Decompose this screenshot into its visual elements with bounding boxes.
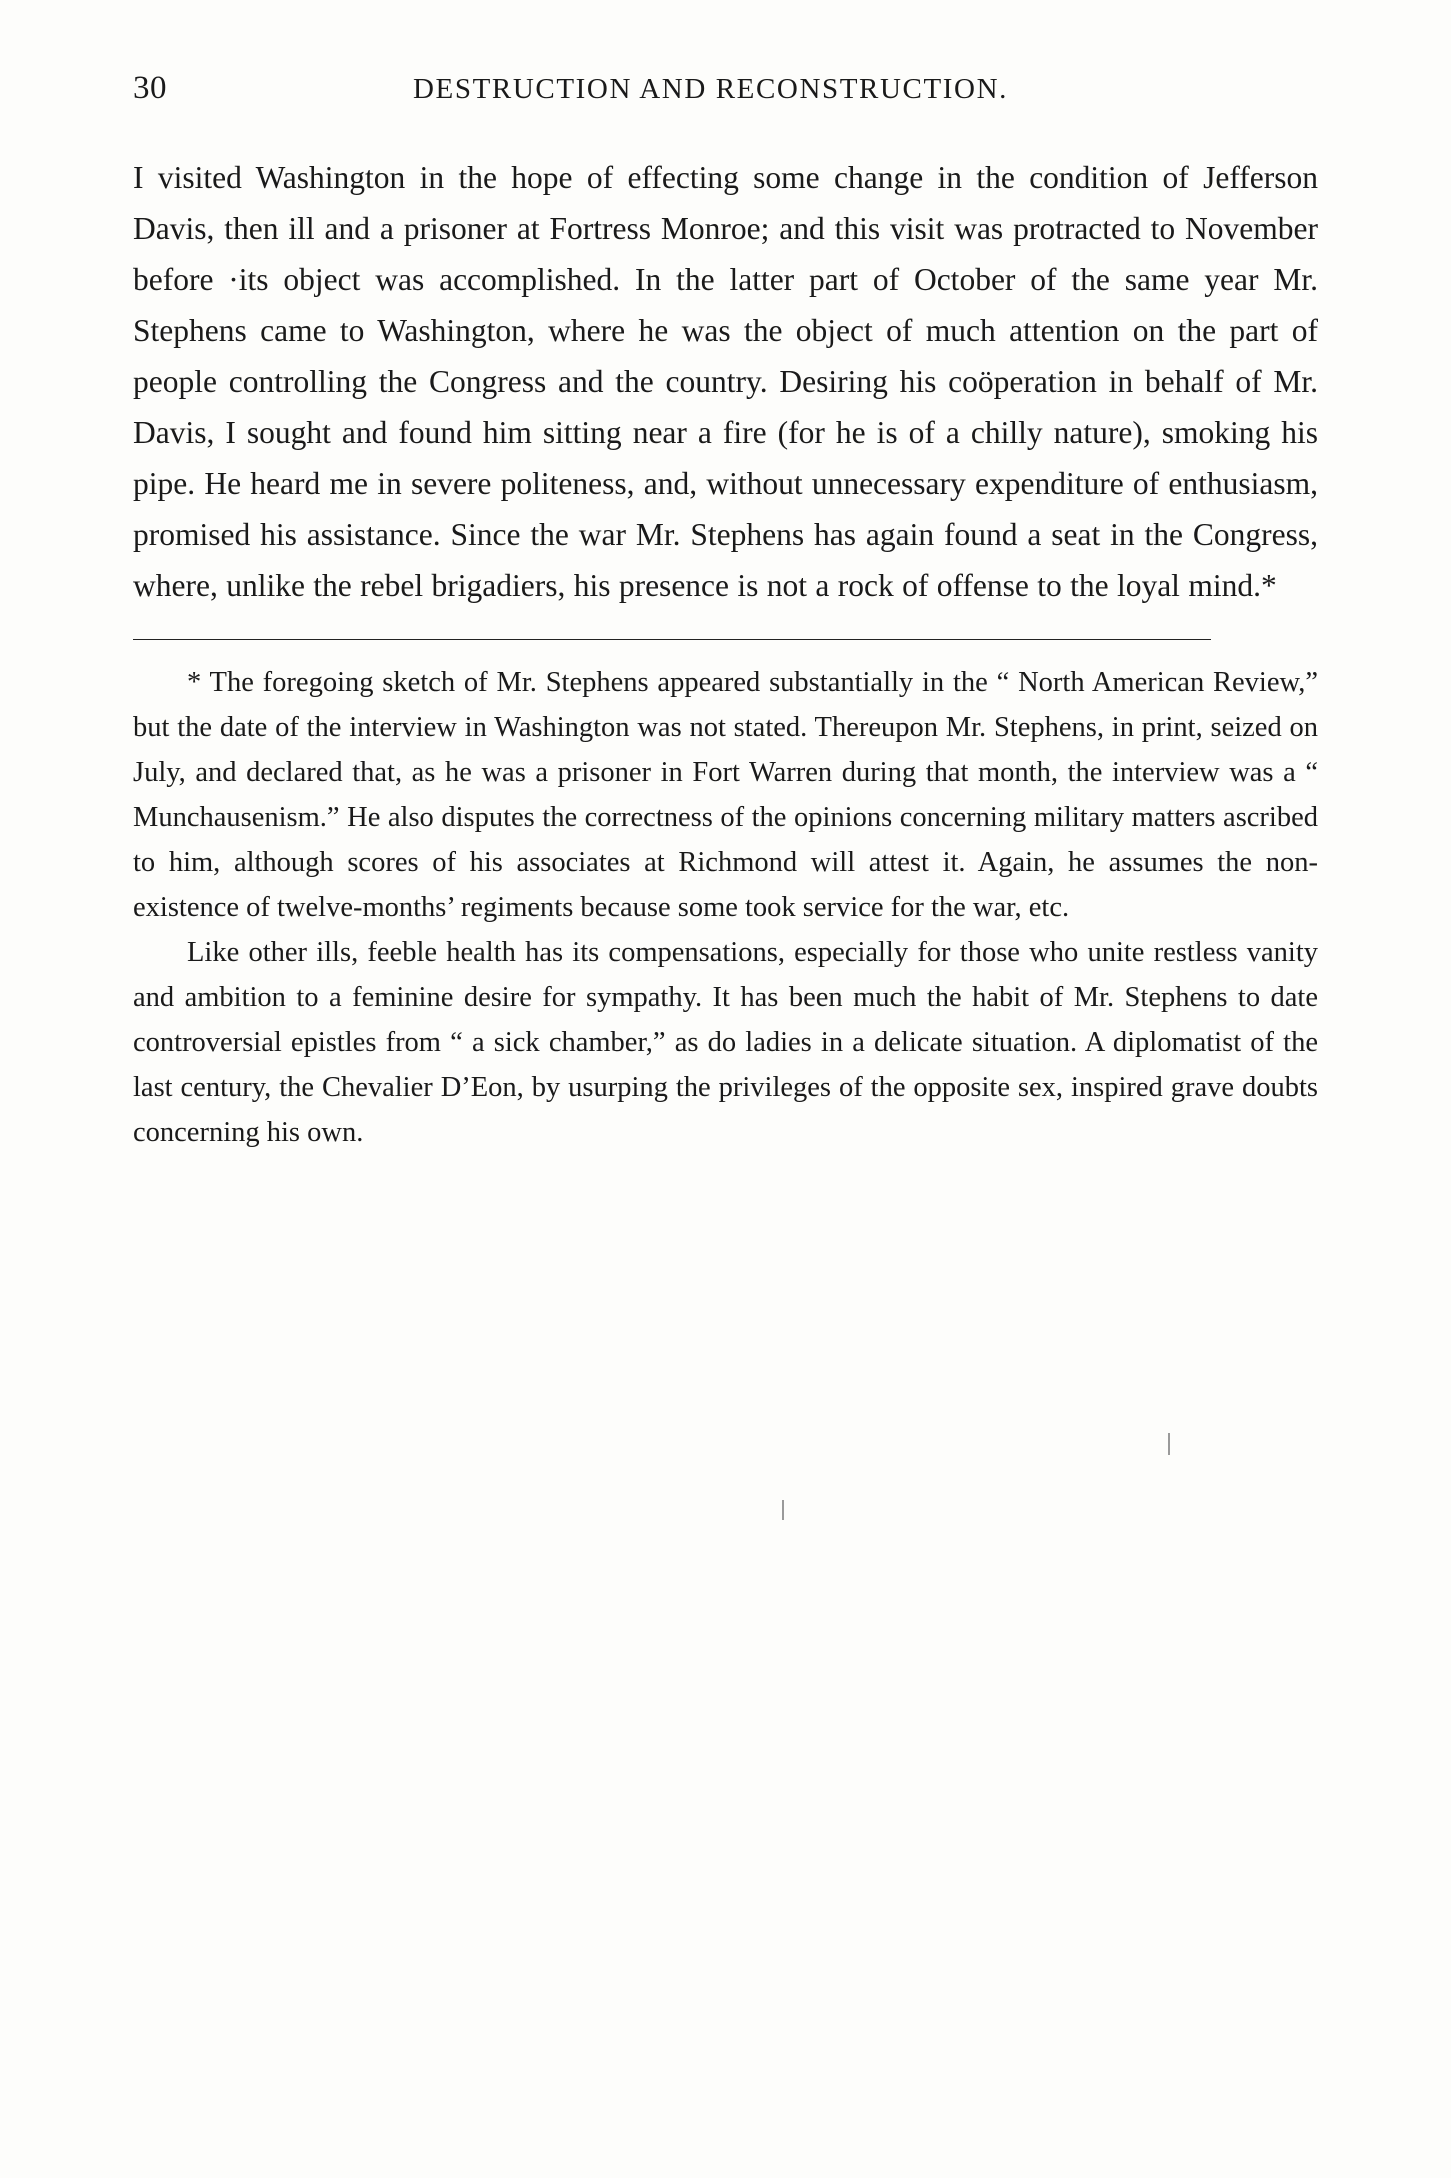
footnote-paragraph-1: * The foregoing sketch of Mr. Stephens appeared substantially in the “ North American Review,” but the date of the interview in Washington was not stated. Thereupon Mr. Stephens, in print, seized on July, and declared that, as he was a prisoner in Fort Warren during that month, the interview was a “ Munchausenism.” He also disputes the correctness of the opinions concerning military matters ascribed to him, although scores of his associates at Richmond will attest it. Again, he assumes the non-existence of twelve-months’ regiments because some took service for the war, etc. — [133, 667, 1318, 923]
scan-artifact-mark — [1168, 1433, 1170, 1455]
scan-artifact-mark — [782, 1500, 784, 1520]
page-content — [133, 70, 1318, 1155]
body-text — [133, 152, 1318, 611]
footnote-paragraph-2: Like other ills, feeble health has its compensations, especially for those who unite restless vanity and ambition to a feminine desire for sympathy. It has been much the habit of Mr. Stephens to date controversial epistles from “ a sick chamber,” as do ladies in a delicate situation. A diplomatist of the last century, the Chevalier D’Eon, by usurping the privileges of the opposite sex, inspired grave doubts concerning his own. — [133, 937, 1318, 1148]
body-paragraph: I visited Washington in the hope of effecting some change in the condition of Jefferson Davis, then ill and a prisoner at Fortress Monroe; and this visit was protracted to November before ·its object was accomplished. In the latter part of October of the same year Mr. Stephens came to Washington, where he was the object of much attention on the part of people controlling the Congress and the country. Desiring his coöperation in behalf of Mr. Davis, I sought and found him sitting near a fire (for he is of a chilly nature), smoking his pipe. He heard me in severe politeness, and, without unnecessary expenditure of enthusiasm, promised his assistance. Since the war Mr. Stephens has again found a seat in the Congress, where, unlike the rebel brigadiers, his presence is not a rock of offense to the loyal mind.* — [133, 160, 1318, 603]
page-header — [133, 70, 1318, 122]
footnote-block — [133, 660, 1318, 1155]
running-title: DESTRUCTION AND RECONSTRUCTION. — [413, 73, 1008, 105]
footnote-separator — [133, 639, 1211, 640]
page-number: 30 — [133, 70, 167, 106]
